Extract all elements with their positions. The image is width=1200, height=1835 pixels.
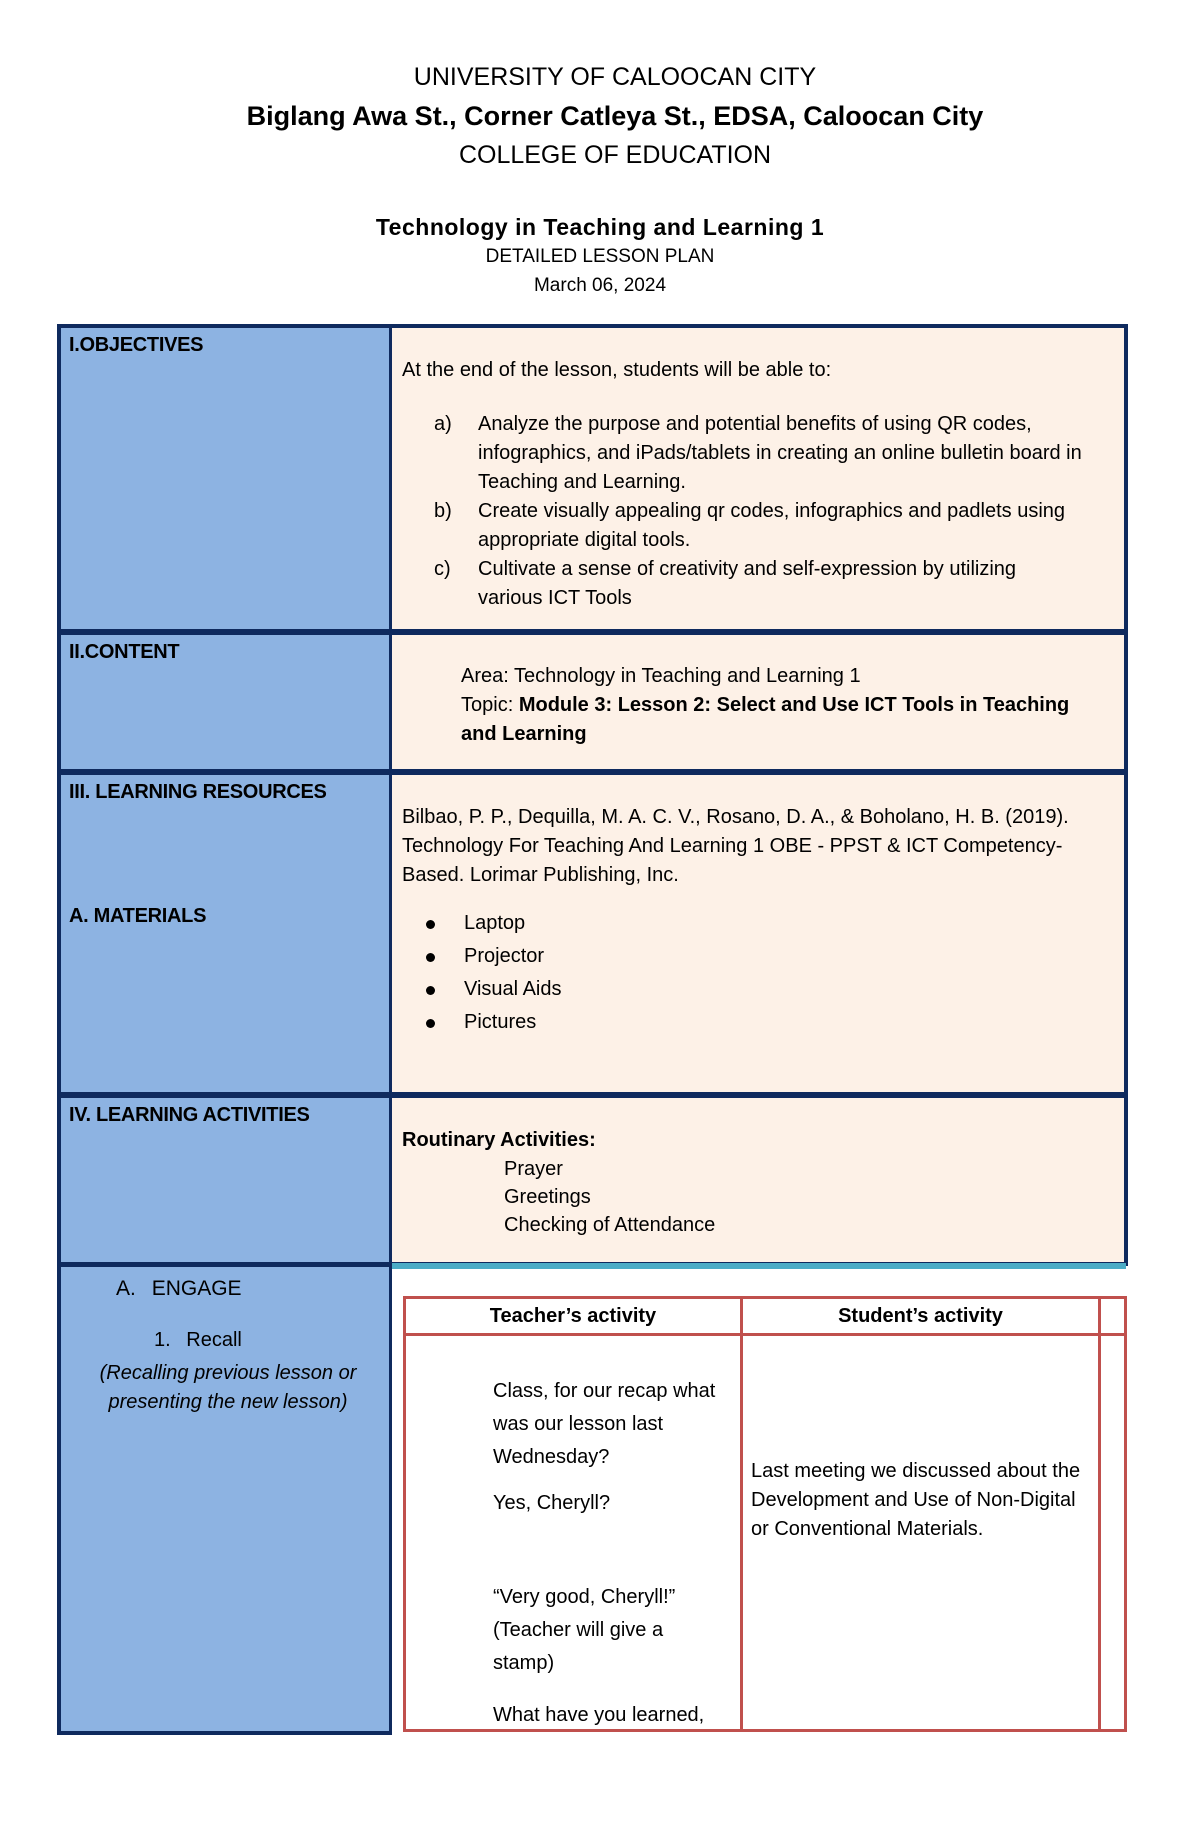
activities-content-cell <box>389 1094 1128 1266</box>
engage-step-marker: 1. <box>154 1329 171 1351</box>
objective-marker: b) <box>434 500 452 522</box>
routinary-label: Routinary Activities: <box>402 1129 596 1151</box>
material-item: Pictures <box>392 1006 1124 1039</box>
activity-table <box>403 1296 1127 1732</box>
objectives-content-cell <box>389 324 1128 633</box>
resources-content-cell <box>389 771 1128 1096</box>
material-item: Projector <box>392 940 1124 973</box>
objective-text: Create visually appealing qr codes, infographics and padlets using appropriate digital tools. <box>478 500 1066 551</box>
objective-marker: c) <box>434 558 451 580</box>
materials-label: A. MATERIALS <box>69 905 207 927</box>
engage-label-cell <box>57 1263 392 1735</box>
university-address: Biglang Awa St., Corner Catleya St., EDSA, Caloocan City <box>246 101 984 131</box>
reference-citation: Bilbao, P. P., Dequilla, M. A. C. V., Rosano, D. A., & Boholano, H. B. (2019). Technology For Teaching And Learning 1 OBE - PPST & ICT Competency-Based. Lorimar Publishing, Inc. <box>402 806 1069 886</box>
student-response: Last meeting we discussed about the Development and Use of Non-Digital or Conventional Materials. <box>751 1460 1081 1540</box>
content-content-cell <box>389 631 1128 773</box>
resources-label-cell <box>57 771 392 1096</box>
activities-label: IV. LEARNING ACTIVITIES <box>69 1104 310 1126</box>
table-column-divider <box>740 1299 743 1729</box>
objectives-list <box>392 410 1124 613</box>
engage-heading <box>116 1277 242 1301</box>
course-title: Technology in Teaching and Learning 1 <box>375 214 825 240</box>
engage-marker: A. <box>116 1277 136 1300</box>
university-name: UNIVERSITY OF CALOOCAN CITY <box>413 63 817 91</box>
resources-label: III. LEARNING RESOURCES <box>69 781 327 803</box>
content-area: Area: Technology in Teaching and Learning 1 <box>461 665 861 687</box>
document-header <box>0 58 1200 175</box>
content-label-cell <box>57 631 392 773</box>
engage-note: (Recalling previous lesson or presenting the new lesson) <box>99 1362 357 1413</box>
plan-type: DETAILED LESSON PLAN <box>485 246 715 267</box>
teacher-line: Yes, Cheryll? <box>493 1492 611 1514</box>
materials-list <box>392 907 1124 1039</box>
section-divider <box>392 1263 1126 1269</box>
content-topic-line <box>461 691 1084 749</box>
bullet-icon <box>426 953 435 962</box>
objective-marker: a) <box>434 413 452 435</box>
content-topic-prefix: Topic: <box>461 694 519 716</box>
bullet-icon <box>426 920 435 929</box>
bullet-icon <box>426 1019 435 1028</box>
objective-item <box>392 555 1084 613</box>
objective-text: Cultivate a sense of creativity and self-expression by utilizing various ICT Tools <box>478 558 1017 609</box>
student-activity-header: Student’s activity <box>838 1305 1003 1327</box>
objectives-intro: At the end of the lesson, students will be able to: <box>402 359 832 381</box>
plan-date: March 06, 2024 <box>533 275 667 296</box>
lesson-plan-subheader <box>0 212 1200 300</box>
routinary-item: Greetings <box>504 1186 591 1208</box>
engage-label: ENGAGE <box>151 1277 242 1300</box>
content-label: II.CONTENT <box>69 641 180 663</box>
content-text <box>392 635 1124 749</box>
material-item: Laptop <box>392 907 1124 940</box>
teacher-activity-header: Teacher’s activity <box>489 1305 657 1327</box>
table-column-divider <box>1098 1299 1101 1729</box>
activities-label-cell <box>57 1094 392 1266</box>
routinary-item: Checking of Attendance <box>504 1214 716 1236</box>
engage-step <box>154 1329 242 1352</box>
objectives-label-cell <box>57 324 392 633</box>
content-topic: Module 3: Lesson 2: Select and Use ICT Tools in Teaching and Learning <box>461 694 1070 745</box>
material-item: Visual Aids <box>392 973 1124 1006</box>
routinary-item: Prayer <box>504 1158 563 1180</box>
teacher-line: What have you learned, <box>493 1704 705 1726</box>
objective-text: Analyze the purpose and potential benefits of using QR codes, infographics, and iPads/tablets in creating an online bulletin board in Teaching and Learning. <box>478 413 1082 493</box>
objective-item <box>392 497 1084 555</box>
objectives-label: I.OBJECTIVES <box>69 334 204 356</box>
college-name: COLLEGE OF EDUCATION <box>458 141 772 169</box>
teacher-line: “Very good, Cheryll!” (Teacher will give a stamp) <box>493 1586 676 1674</box>
teacher-line: Class, for our recap what was our lesson last Wednesday? <box>493 1380 716 1468</box>
objective-item <box>392 410 1084 497</box>
bullet-icon <box>426 986 435 995</box>
routinary-list <box>392 1155 1124 1239</box>
engage-step-label: Recall <box>186 1329 242 1351</box>
table-header-divider <box>406 1333 1124 1336</box>
